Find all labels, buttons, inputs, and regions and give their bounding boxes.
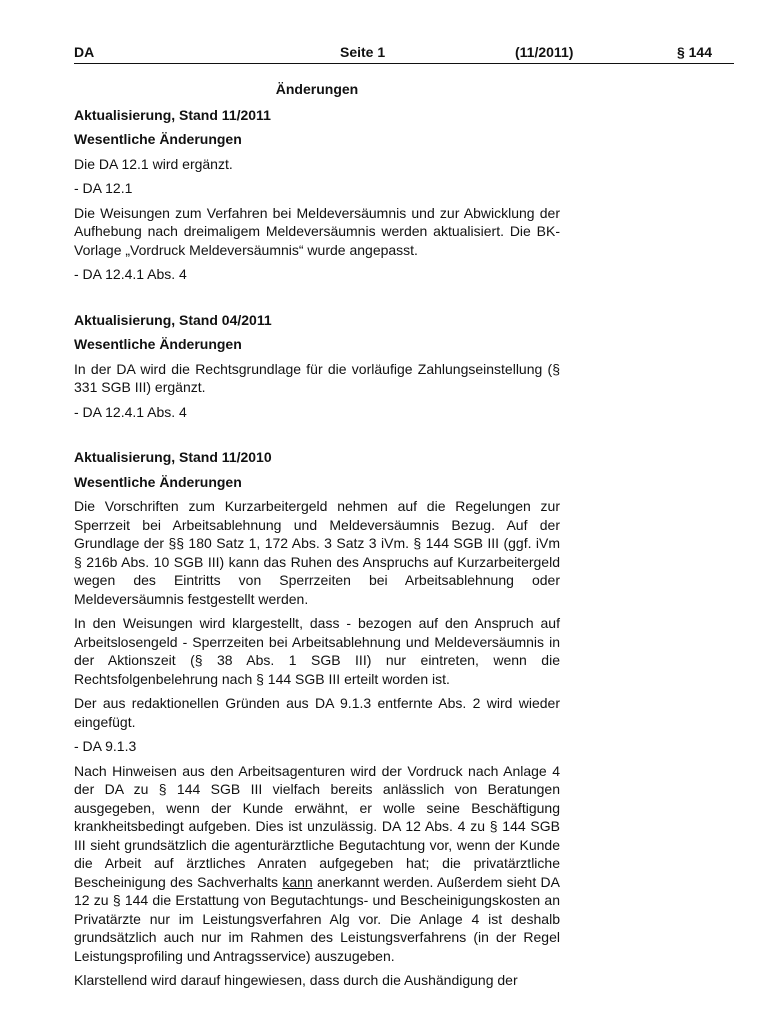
section-subheading: Wesentliche Änderungen	[74, 336, 242, 352]
paragraph: Klarstellend wird darauf hingewiesen, dass durch die Aushändigung der	[74, 972, 518, 988]
paragraph: In den Weisungen wird klargestellt, dass - bezogen auf den Anspruch auf Arbeitslosengeld - Sperrzeiten bei Arbeitsablehnung und Meldeversäumnis in der Aktionszeit (§ 38 Abs. 1 SGB III) nur eintreten, wenn die Rechtsfolgenbelehrung nach § 144 SGB III erteilt worden ist.	[74, 615, 560, 687]
section-04-2011	[74, 311, 560, 422]
page-header	[74, 44, 734, 64]
header-page-number: Seite 1	[340, 44, 386, 60]
section-spacer	[74, 427, 560, 448]
header-date: (11/2011)	[515, 44, 574, 60]
underlined-word: kann	[282, 873, 313, 890]
section-11-2011	[74, 106, 560, 284]
header-da-label: DA	[74, 44, 95, 60]
reference-line: - DA 9.1.3	[74, 738, 137, 754]
paragraph: Der aus redaktionellen Gründen aus DA 9.1.3 entfernte Abs. 2 wird wieder eingefügt.	[74, 695, 560, 730]
document-title: Änderungen	[275, 81, 359, 97]
reference-line: - DA 12.1	[74, 180, 133, 196]
paragraph: Die DA 12.1 wird ergänzt.	[74, 155, 233, 172]
paragraph: Die Vorschriften zum Kurzarbeitergeld nehmen auf die Regelungen zur Sperrzeit bei Arbeitsablehnung und Meldeversäumnis Bezug. Auf der Grundlage der §§ 180 Satz 1, 172 Abs. 3 Satz 3 iVm. § 144 SGB III (ggf. iVm § 216b Abs. 10 SGB III) kann das Ruhen des Anspruchs auf Kurzarbeitergeld wegen des Eintritts von Sperrzeiten bei Arbeitsablehnung oder Meldeversäumnis festgestellt werden.	[74, 498, 560, 607]
paragraph	[74, 762, 560, 966]
section-heading: Aktualisierung, Stand 04/2011	[74, 311, 272, 328]
section-spacer	[74, 290, 560, 311]
section-heading: Aktualisierung, Stand 11/2010	[74, 449, 272, 465]
document-body	[74, 80, 560, 996]
paragraph-text: Nach Hinweisen aus den Arbeitsagenturen wird der Vordruck nach Anlage 4 der DA zu § 144 SGB III vielfach bereits anlässlich von Beratungen ausgegeben, wenn der Kunde erwähnt, er wolle seine Beschäftigung krankheitsbedingt aufgeben. Dies ist unzulässig. DA 12 Abs. 4 zu § 144 SGB III sieht grundsätzlich die agenturärztliche Begutachtung vor, wenn der Kunde die Arbeit auf ärztliches Anraten aufgegeben hat; die privatärztliche Bescheinigung des Sachverhalts	[74, 762, 560, 890]
section-heading: Aktualisierung, Stand 11/2011	[74, 106, 271, 123]
section-subheading: Wesentliche Änderungen	[74, 473, 242, 490]
section-11-2010	[74, 448, 560, 990]
header-paragraph: § 144	[676, 44, 712, 60]
paragraph-text: anerkannt werden. Außerdem sieht DA 12 zu § 144 die Erstattung von Begutachtungs- und Bescheinigungskosten an Privatärzte nur im Leistungsverfahren Alg vor. Die Anlage 4 ist deshalb grundsätzlich auch nur im Rahmen des Leistungsverfahrens (in der Regel Leistungsprofiling und Antragsservice) auszugeben.	[74, 873, 560, 964]
reference-line: - DA 12.4.1 Abs. 4	[74, 266, 187, 282]
reference-line: - DA 12.4.1 Abs. 4	[74, 403, 187, 420]
paragraph: Die Weisungen zum Verfahren bei Meldeversäumnis und zur Abwicklung der Aufhebung nach dreimaligem Meldeversäumnis werden aktualisiert. Die BK-Vorlage „Vordruck Meldeversäumnis“ wurde angepasst.	[74, 204, 560, 258]
header-rule	[74, 63, 734, 64]
section-subheading: Wesentliche Änderungen	[74, 131, 242, 147]
paragraph: In der DA wird die Rechtsgrundlage für die vorläufige Zahlungseinstellung (§ 331 SGB III) ergänzt.	[74, 360, 560, 395]
